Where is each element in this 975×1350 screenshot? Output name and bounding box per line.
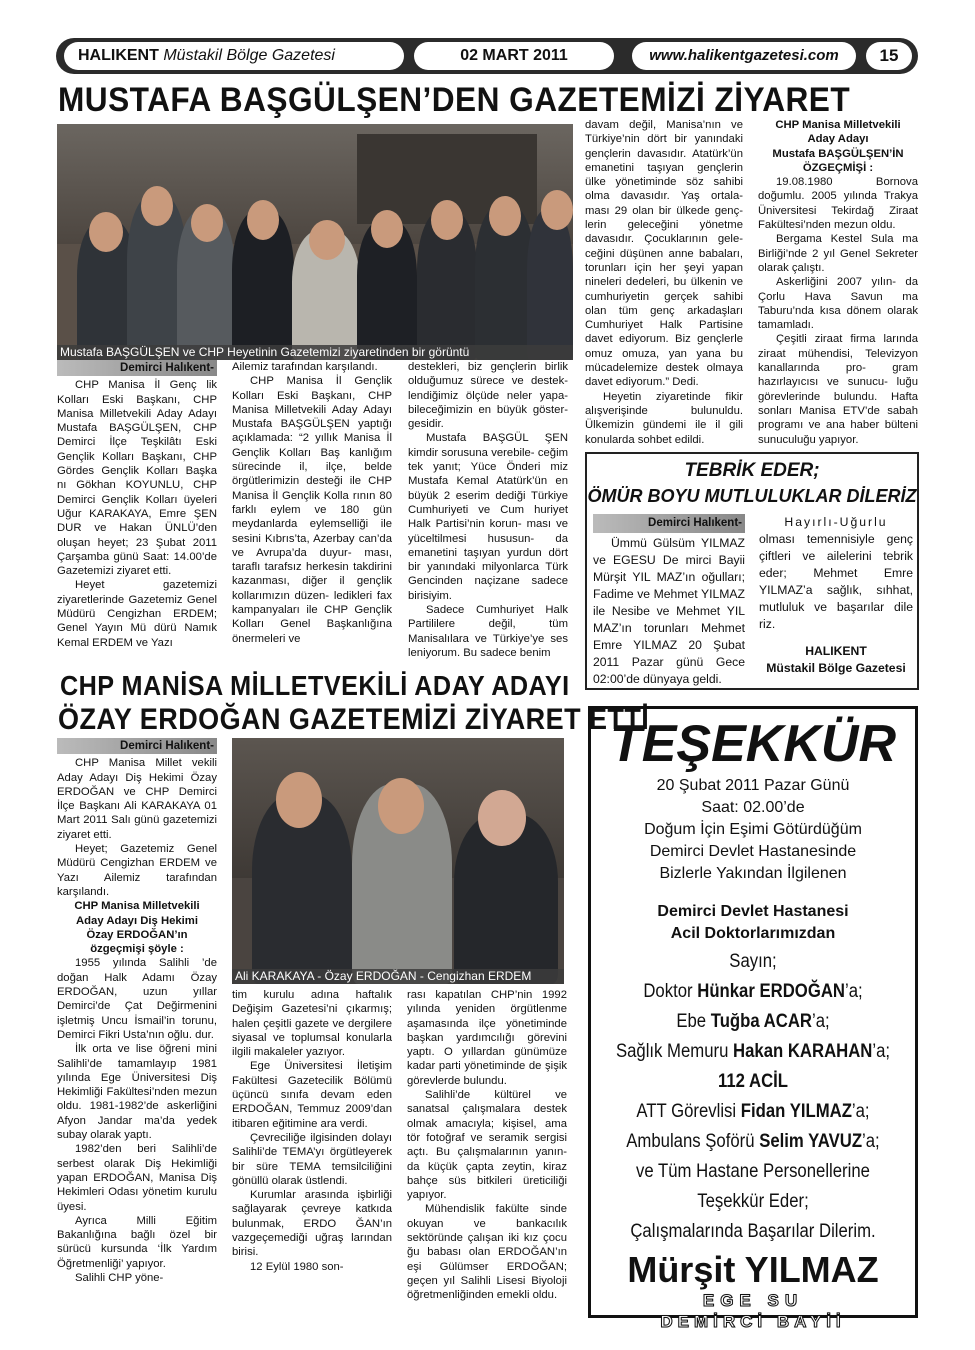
article1-bio-title-4: ÖZGEÇMİŞİ : — [802, 161, 874, 174]
article1-col4 — [585, 118, 743, 447]
tesekkur-line-3-pre: Sağlık Memuru — [615, 1041, 734, 1062]
article2-col1-p5: 1982’den beri Salihli’de serbest olarak Diş Hekimliği yapan ERDOĞAN, Manisa Diş Hekimleri Odası yönetim kurulu üyesi. — [57, 1143, 217, 1213]
article2-headline-1: CHP MANİSA MİLLETVEKİLİ ADAY ADAYI — [60, 670, 570, 701]
website-link[interactable]: www.halikentgazetesi.com — [632, 42, 856, 70]
article1-bio — [758, 118, 918, 447]
tesekkur-title: TEŞEKKÜR — [609, 715, 897, 773]
article2-col1-p7: Salihli CHP yöne- — [75, 1271, 164, 1284]
tesekkur-line-6-name: Selim YAVUZ — [759, 1131, 863, 1152]
tesekkur-line-2 — [610, 1007, 895, 1037]
tesekkur-intro-1: 20 Şubat 2011 Pazar Günü — [656, 777, 850, 794]
tesekkur-line-6-pre: Ambulans Şoförü — [626, 1131, 760, 1152]
article2-col3-p3: Mühendislik fakülte sinde okuyan ve bankacılık sektöründe çalışan iki kız çocu ğu babası olan ERDOĞAN’ın eşi Gülümser ERDOĞAN; geçen yıl Salihli Lisesi Biyoloji öğretmenliğinden emekli oldu. — [407, 1203, 567, 1302]
article2-col2-p2: Ege Üniversitesi İletişim Fakültesi Gazetecilik Bölümü üçüncü sınıfa devam eden ERDOĞAN, Temmuz 2009’dan itibaren eğitimine ara verdi. — [232, 1060, 392, 1130]
article2-col1-p6: Ayrıca Milli Eğitim Bakanlığına bağlı özel bir sürücü kursunda ‘İlk Yardım Öğretmenliği’ yapıyor. — [57, 1214, 217, 1270]
article1-byline: Demirci Halıkent- — [57, 360, 217, 376]
article1-col3-p1: destekleri, biz gençlerin birlik olduğumuz sürece ve destek- lendiğimiz ölçüde neler yapa- bileceğimizin en büyük göster- gesidir. — [408, 361, 568, 431]
article2-col3-p2: Salihli’de kültürel ve sanatsal çalışmalara destek olmak amacıyla; kişisel, ama tör fotoğraf ve seramik sergisi açtı. Bu çalışmalarının yanın- da küçük çapta zeytin, kiraz bahçe süs bitkileri üreticiliği yapıyor. — [407, 1089, 567, 1202]
article1-col2-p1: Ailemiz tarafından karşılandı. — [232, 361, 378, 373]
article2-photo — [232, 738, 564, 984]
tesekkur-line-5-pre: ATT Görevlisi — [636, 1101, 741, 1122]
article1-headline: MUSTAFA BAŞGÜLŞEN’DEN GAZETEMİZİ ZİYARET — [58, 81, 851, 119]
article1-col4-p2: Heyetin ziyaretinde fikir alışverişinde bulunuldu. Ülkemizin gündemi ile il gili konularda sohbet edildi. — [585, 390, 743, 446]
tesekkur-line-3-post: ’a; — [872, 1041, 891, 1062]
article2-bio-title-3: Özay ERDOĞAN’ın — [86, 928, 188, 941]
article2-col1-p2: Heyet; Gazetemiz Genel Müdürü Cengizhan ERDEM ve Yazı Ailemiz tarafından karşılandı. — [57, 843, 217, 898]
tesekkur-brand-1: EGE SU — [702, 1291, 804, 1310]
article1-col2-p2: CHP Manisa İl Gençlik Kolları Eski Başkanı, CHP Manisa Milletvekili Aday Adayı Mustafa BAŞGÜLŞEN yaptığı açıklamada: “2 yıllık Manisa İl Gençlik Kolları Baş kanlığım sürecinde il, ilçe, belde örgütlerimizin desteği ile CHP Manisa İl Gençlik Kolla rının 80 farklı eylem ve 180 gün meydanlarda eylemselliği ile sesini Kıbrıs’ta, Azerbay can’da ve Avrupa’da duyur- ması, taraflı tarafsız herkesin takdirini kazanması, diğer il gençlik kollarımızın düzen- ledikleri fax kampanyaları ile CHP Gençlik Kolları Genel Başkanlığına önermeleri ve — [232, 375, 392, 645]
article2-col3 — [407, 988, 567, 1303]
article1-col1-p2: Heyet gazetemizi ziyaretlerinde Gazetemiz Genel Müdürü Cengizhan ERDEM; Genel Yayın Mü dürü Namık Kemal ERDEM ve Yazı — [57, 579, 217, 649]
page-number: 15 — [866, 42, 912, 70]
tesekkur-sayin: Sayın; — [729, 951, 777, 972]
tebrik-sign-2: Müstakil Bölge Gazetesi — [766, 661, 906, 675]
article1-col3-p2: Mustafa BAŞGÜL ŞEN kimdir sorusuna verebile- ceğim tek yanıt; Yüce Önderi miz Mustafa Kemal Atatürk’ün en büyük 2 eserim dediği Türkiye Cumhuriyeti ve Cum huriyet Halk Partisi’nin korun- ması ve yüceltilmesi hususun- da emanetini taşıyan yurdun dört bir yanındaki milyonlarca Türk Gencinden naçizane sadece birisiyim. — [408, 432, 568, 602]
article1-col3 — [408, 360, 568, 660]
article2-col1-p4: İlk orta ve lise öğreni mini Salihli’de tamamlayıp 1981 yılında Ege Üniversitesi Diş Hekimliği Fakültesi’nden mezun oldu. 1981-1982’de askerliğini Afyon Jandar ma’da yedek subay olarak yaptı. — [57, 1043, 217, 1142]
tesekkur-line-5-post: ’a; — [851, 1101, 870, 1122]
article2-col1 — [57, 738, 217, 1285]
tesekkur-line-3 — [610, 1037, 895, 1067]
article1-bio-title-3: Mustafa BAŞGÜLŞEN’İN — [772, 147, 904, 160]
article1-bio-p1: 19.08.1980 Bornova doğumlu. 2005 yılında Trakya Üniversitesi Tekirdağ Ziraat Fakültesi’nden mezun oldu. — [758, 176, 918, 232]
article1-bio-p2: Bergama Kestel Sula ma Birliği’nde 2 yıl Genel Sekreter olarak çalıştı. — [758, 233, 918, 274]
tesekkur-line-3-name: Hakan KARAHAN — [733, 1041, 873, 1062]
tesekkur-intro-4: Demirci Devlet Hastanesinde — [649, 843, 857, 860]
paper-tagline: Müstakil Bölge Gazetesi — [163, 47, 335, 64]
tebrik-left-text: Ümmü Gülsüm YILMAZ ve EGESU De mirci Bayii Mürşit YIL MAZ’ın oğulları; Fadime ve Mehmet YILMAZ ile Nesibe ve Mehmet YIL MAZ’ın torunları Mehmet Emre YILMAZ 20 Şubat 2011 Pazar günü Gece 02:00’de dünyaya geldi. — [593, 536, 745, 686]
tesekkur-line-8: Teşekkür Eder; — [697, 1191, 809, 1212]
tesekkur-line-2-pre: Ebe — [676, 1011, 711, 1032]
tesekkur-bold-2: Acil Doktorlarımızdan — [670, 925, 836, 942]
article2-bio-title-1: CHP Manisa Milletvekili — [74, 900, 200, 913]
article2-col2-p5: 12 Eylül 1980 son- — [250, 1260, 344, 1273]
article1-col1 — [57, 360, 217, 650]
article2-bio-title-4: özgeçmişi şöyle : — [90, 943, 184, 956]
article1-col1-p1: CHP Manisa İl Genç lik Kolları Eski Başkanı, CHP Manisa Milletvekili Aday Adayı Mustafa BAŞGÜLŞEN, CHP Demirci İlçe Teşkilâtı Eski Gençlik Kolları Başkanı, CHP Gördes Gençlik Kolları Başka nı Gökhan KOYUNLU, CHP Demirci Gençlik Kolları üyeleri Uğur KARAKAYA, Emre ŞEN DUR ve Hakan ÜNLÜ’den oluşan heyet; 23 Şubat 2011 Çarşamba günü Saat: 14.00’de Gazetemizi ziyaret etti. — [57, 379, 217, 578]
tesekkur-line-2-post: ’a; — [811, 1011, 830, 1032]
tebrik-sign-1: HALIKENT — [805, 644, 867, 658]
paper-name-pill — [64, 42, 404, 70]
tesekkur-bold-1: Demirci Devlet Hastanesi — [657, 903, 849, 920]
article1-bio-title-2: Aday Adayı — [807, 133, 869, 146]
article2-col2-p1: tim kurulu adına haftalık Değişim Gazetesi’ni çıkarmış; halen çeşitli gazete ve dergilere siyasal ve toplumsal konularla ilgili makaleler yazıyor. — [232, 989, 392, 1059]
article2-col1-p3: 1955 yılında Salihli ’de doğan Halk Adamı Özay ERDOĞAN, uzun yıllar Demirci’de Çat Değirmenini işletmiş Uncu İsmail’in torunu, Demirci Fikri Usta’nın oğlu. dur. — [57, 957, 217, 1041]
tesekkur-line-9: Çalışmalarında Başarılar Dilerim. — [630, 1221, 876, 1242]
article2-col2-p4: Kurumlar arasında işbirliği sağlayarak çevreye katkıda bulunmak, ERDO ĞAN’ın vazgeçemediği uğraş larından birisi. — [232, 1189, 392, 1259]
tesekkur-line-1-name: Hünkar ERDOĞAN — [697, 981, 845, 1002]
tesekkur-brand-2: DEMİRCİ BAYİİ — [660, 1312, 846, 1331]
article1-bio-title-1: CHP Manisa Milletvekili — [775, 119, 901, 131]
article1-bio-p4: Çeşitli ziraat firma larında ziraat mühendisi, Televizyon kanallarında pro- gram hazırlayıcısı ve sunucu- luğu görevlerinde bulundu. Hafta sonları Manisa ETV’de sabah programı ve ana haber bülteni sunuculuğu yapıyor. — [758, 333, 918, 446]
tesekkur-signature: Mürşit YILMAZ — [627, 1249, 879, 1290]
article1-photo — [57, 124, 573, 360]
tebrik-box — [585, 452, 919, 690]
tesekkur-line-5 — [610, 1097, 895, 1127]
article1-bio-p3: Askerliğini 2007 yılın- da Çorlu Hava Savun ma Taburu’nda kısa dönem olarak tamamladı. — [758, 276, 918, 332]
article2-photo-caption: Ali KARAKAYA - Özay ERDOĞAN - Cengizhan ERDEM — [232, 969, 564, 984]
article2-headline-2: ÖZAY ERDOĞAN GAZETEMİZİ ZİYARET ETTİ — [58, 703, 650, 736]
tesekkur-line-2-name: Tuğba ACAR — [710, 1011, 812, 1032]
tesekkur-line-7: ve Tüm Hastane Personellerine — [636, 1161, 870, 1182]
tesekkur-line-1 — [610, 977, 895, 1007]
tesekkur-line-6-post: ’a; — [862, 1131, 880, 1152]
article1-col2 — [232, 360, 392, 646]
tebrik-right-text: olması temennisiyle genç çiftleri ve ailelerini tebrik eder; Mehmet Emre YILMAZ’a sağlık, sıhhat, mutluluk ve başarılar dile riz. — [759, 532, 913, 631]
article2-bio-title-2: Aday Adayı Diş Hekimi — [75, 914, 198, 927]
tesekkur-intro-2: Saat: 02.00’de — [701, 799, 805, 816]
paper-name: HALIKENT — [78, 47, 159, 64]
tesekkur-intro-5: Bizlerle Yakından İlgilenen — [659, 865, 847, 882]
article1-photo-caption: Mustafa BAŞGÜLŞEN ve CHP Heyetinin Gazetemizi ziyaretinden bir görüntü — [57, 345, 573, 360]
tesekkur-line-1-pre: Doktor — [643, 981, 698, 1002]
tesekkur-line-6 — [610, 1127, 895, 1157]
tesekkur-ad — [588, 706, 918, 1331]
tebrik-right-head: Hayırlı-Uğurlu — [784, 515, 888, 529]
article2-col2-p3: Çevreciliğe ilgisinden dolayı Salihli’de TEMA’yı örgütleyerek bir süre TEMA temsilciliğini gönüllü olarak üstlendi. — [232, 1131, 392, 1187]
tesekkur-line-1-post: ’a; — [844, 981, 863, 1002]
article1-col3-p3: Sadece Cumhuriyet Halk Partililere değil, tüm Manisalılara ve Türkiye’ye ses leniyorum. Bu sadece benim — [408, 604, 568, 659]
issue-date: 02 MART 2011 — [414, 42, 614, 70]
article2-col3-p1: rası kapatılan CHP’nin 1992 yılında yeniden örgütlenme aşamasında ilçe yönetiminde başkan yardımcılığı görevini yaptı. O yıllardan günümüze kadar parti yönetiminde de şişik görevlerde bulundu. — [407, 989, 567, 1087]
tebrik-title-2: ÖMÜR BOYU MUTLULUKLAR DİLERİZ — [587, 486, 917, 506]
article1-col4-p1: davam değil, Manisa’nın ve Türkiye’nin dört bir yanındaki gençlerin davasıdır. Atatürk’ün emanetini taşıyan gençlerin ülke yönetiminde söz sahibi olma davasıdır. Yaş ortala- ması 29 olan bir ülkede genç- lerin geleceğini yönetme davasıdır. Çocuklarının gele- ceğini düşünen anne babaları, torunları için her şeyi yapan nineleri dedeleri, bu ülkenin ve cumhuriyetin gerçek sahibi olan tüm genç arkadaşları Cumhuriyet Halk Partisine davet ediyorum. Biz gençlerle omuz omuza, yan yana bu mücadelemize destek olmaya davet ediyorum.” Dedi. — [585, 119, 743, 389]
article2-col1-p1: CHP Manisa Millet vekili Aday Adayı Diş Hekimi Özay ERDOĞAN ve CHP Demirci İlçe Başkanı Ali KARAKAYA 01 Mart 2011 Salı günü gazetemizi ziyaret etti. — [57, 757, 217, 841]
tesekkur-line-4: 112 ACİL — [717, 1071, 789, 1092]
article2-byline: Demirci Halıkent- — [57, 738, 217, 754]
article2-col2 — [232, 988, 392, 1274]
tebrik-title-1: TEBRİK EDER; — [684, 460, 820, 481]
tebrik-byline: Demirci Halıkent- — [593, 514, 745, 533]
tesekkur-line-5-name: Fidan YILMAZ — [740, 1101, 852, 1122]
tesekkur-intro-3: Doğum İçin Eşimi Götürdüğüm — [644, 821, 862, 838]
